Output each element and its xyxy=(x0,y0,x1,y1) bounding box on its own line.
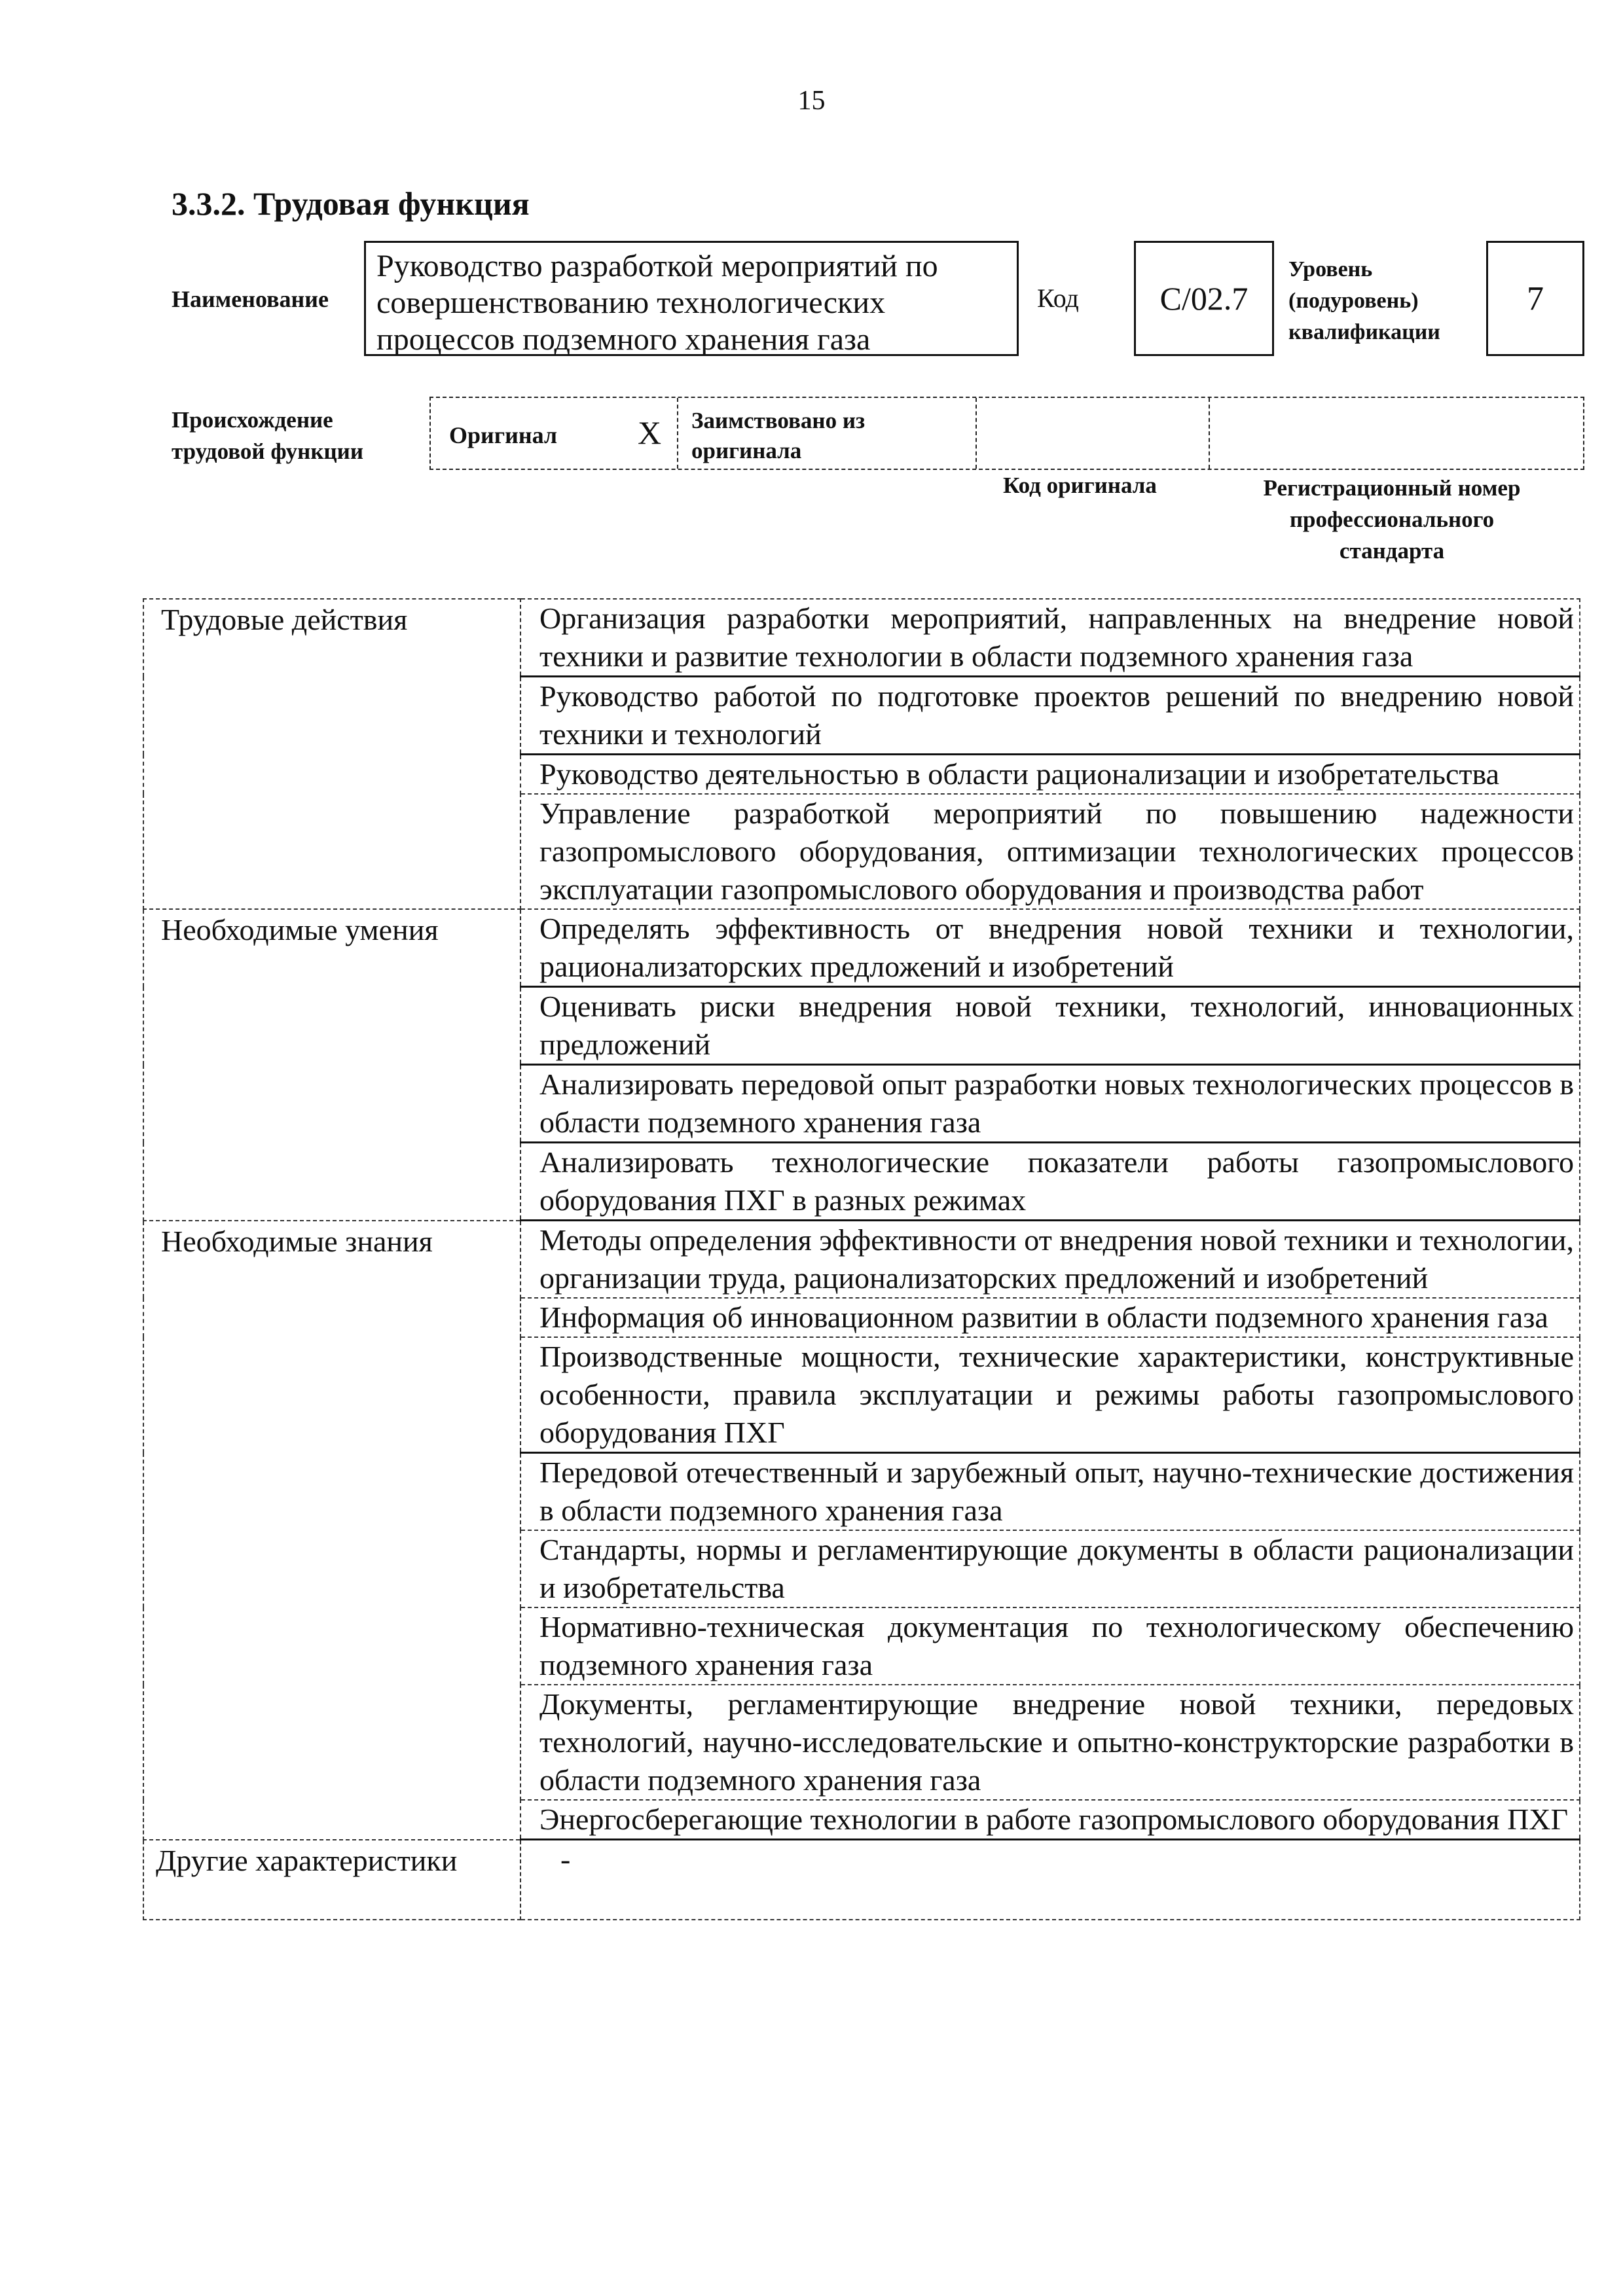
table-cell-item: Анализировать передовой опыт разработки новых технологических процессов в области подземного хранения газа xyxy=(520,1065,1580,1143)
origin-label-line: трудовой функции xyxy=(172,439,364,464)
table-row xyxy=(143,1221,1580,1299)
original-mark: X xyxy=(638,414,662,451)
table-row xyxy=(143,1840,1580,1920)
borrowed-label xyxy=(691,406,865,466)
table-cell-item: Анализировать технологические показатели работы газопромыслового оборудования ПХГ в разных режимах xyxy=(520,1143,1580,1221)
origin-borrowed-cell xyxy=(678,398,977,469)
code-value-box: С/02.7 xyxy=(1134,241,1274,356)
origin-label-line: Происхождение xyxy=(172,407,333,433)
reg-label-line: Регистрационный номер xyxy=(1263,475,1521,501)
page-number: 15 xyxy=(797,86,826,116)
origin-original-cell xyxy=(431,398,678,469)
code-original-label: Код оригинала xyxy=(1003,473,1157,498)
name-label: Наименование xyxy=(172,286,329,312)
origin-label xyxy=(172,404,363,467)
table-cell-item: Организация разработки мероприятий, направленных на внедрение новой техники и развитие технологии в области подземного хранения газа xyxy=(520,599,1580,677)
function-name-box: Руководство разработкой мероприятий по совершенствованию технологических процессов подземного хранения газа xyxy=(364,241,1019,356)
table-cell-item: Документы, регламентирующие внедрение новой техники, передовых технологий, научно-исследовательские и опытно-конструкторские разработки в области подземного хранения газа xyxy=(520,1685,1580,1800)
qualification-level-label xyxy=(1288,254,1440,348)
table-cell-item: - xyxy=(520,1840,1580,1920)
section-title-skills: Необходимые умения xyxy=(143,909,520,1221)
table-cell-item: Энергосберегающие технологии в работе газопромыслового оборудования ПХГ xyxy=(520,1800,1580,1840)
table-row xyxy=(143,599,1580,677)
level-label-line: Уровень xyxy=(1288,257,1373,281)
table-cell-item: Передовой отечественный и зарубежный опыт, научно-технические достижения в области подземного хранения газа xyxy=(520,1453,1580,1531)
table-cell-item: Оценивать риски внедрения новой техники, технологий, инновационных предложений xyxy=(520,987,1580,1065)
origin-reg-number-cell xyxy=(1210,398,1583,469)
origin-table xyxy=(429,397,1584,470)
reg-label-line: профессионального xyxy=(1289,507,1495,532)
table-cell-item: Определять эффективность от внедрения новой техники и технологии, рационализаторских предложений и изобретений xyxy=(520,909,1580,987)
qualification-level-box: 7 xyxy=(1486,241,1584,356)
table-cell-item: Методы определения эффективности от внедрения новой техники и технологии, организации труда, рационализаторских предложений и изобретений xyxy=(520,1221,1580,1299)
table-cell-item: Руководство работой по подготовке проектов решений по внедрению новой техники и технологий xyxy=(520,677,1580,755)
table-cell-item: Производственные мощности, технические характеристики, конструктивные особенности, правила эксплуатации и режимы работы газопромыслового оборудования ПХГ xyxy=(520,1337,1580,1453)
origin-code-cell xyxy=(977,398,1210,469)
section-title-other: Другие характеристики xyxy=(143,1840,520,1920)
code-label: Код xyxy=(1037,283,1079,313)
level-label-line: (подуровень) xyxy=(1288,289,1419,313)
borrowed-label-line: оригинала xyxy=(691,438,802,463)
original-label: Оригинал xyxy=(449,422,558,448)
level-label-line: квалификации xyxy=(1288,320,1440,344)
section-title-labor-actions: Трудовые действия xyxy=(143,599,520,909)
borrowed-label-line: Заимствовано из xyxy=(691,408,866,433)
table-cell-item: Управление разработкой мероприятий по повышению надежности газопромыслового оборудования, оптимизации технологических процессов эксплуатации газопромыслового оборудования и производства работ xyxy=(520,794,1580,909)
reg-label-line: стандарта xyxy=(1339,538,1445,564)
table-row xyxy=(143,909,1580,987)
table-cell-item: Нормативно-техническая документация по технологическому обеспечению подземного хранения газа xyxy=(520,1607,1580,1685)
reg-number-label xyxy=(1222,473,1562,567)
section-title: 3.3.2. Трудовая функция xyxy=(172,185,530,222)
table-cell-item: Информация об инновационном развитии в области подземного хранения газа xyxy=(520,1298,1580,1337)
table-cell-item: Стандарты, нормы и регламентирующие документы в области рационализации и изобретательства xyxy=(520,1530,1580,1607)
section-title-knowledge: Необходимые знания xyxy=(143,1221,520,1840)
labor-function-table xyxy=(143,598,1580,1920)
table-cell-item: Руководство деятельностью в области рационализации и изобретательства xyxy=(520,755,1580,795)
